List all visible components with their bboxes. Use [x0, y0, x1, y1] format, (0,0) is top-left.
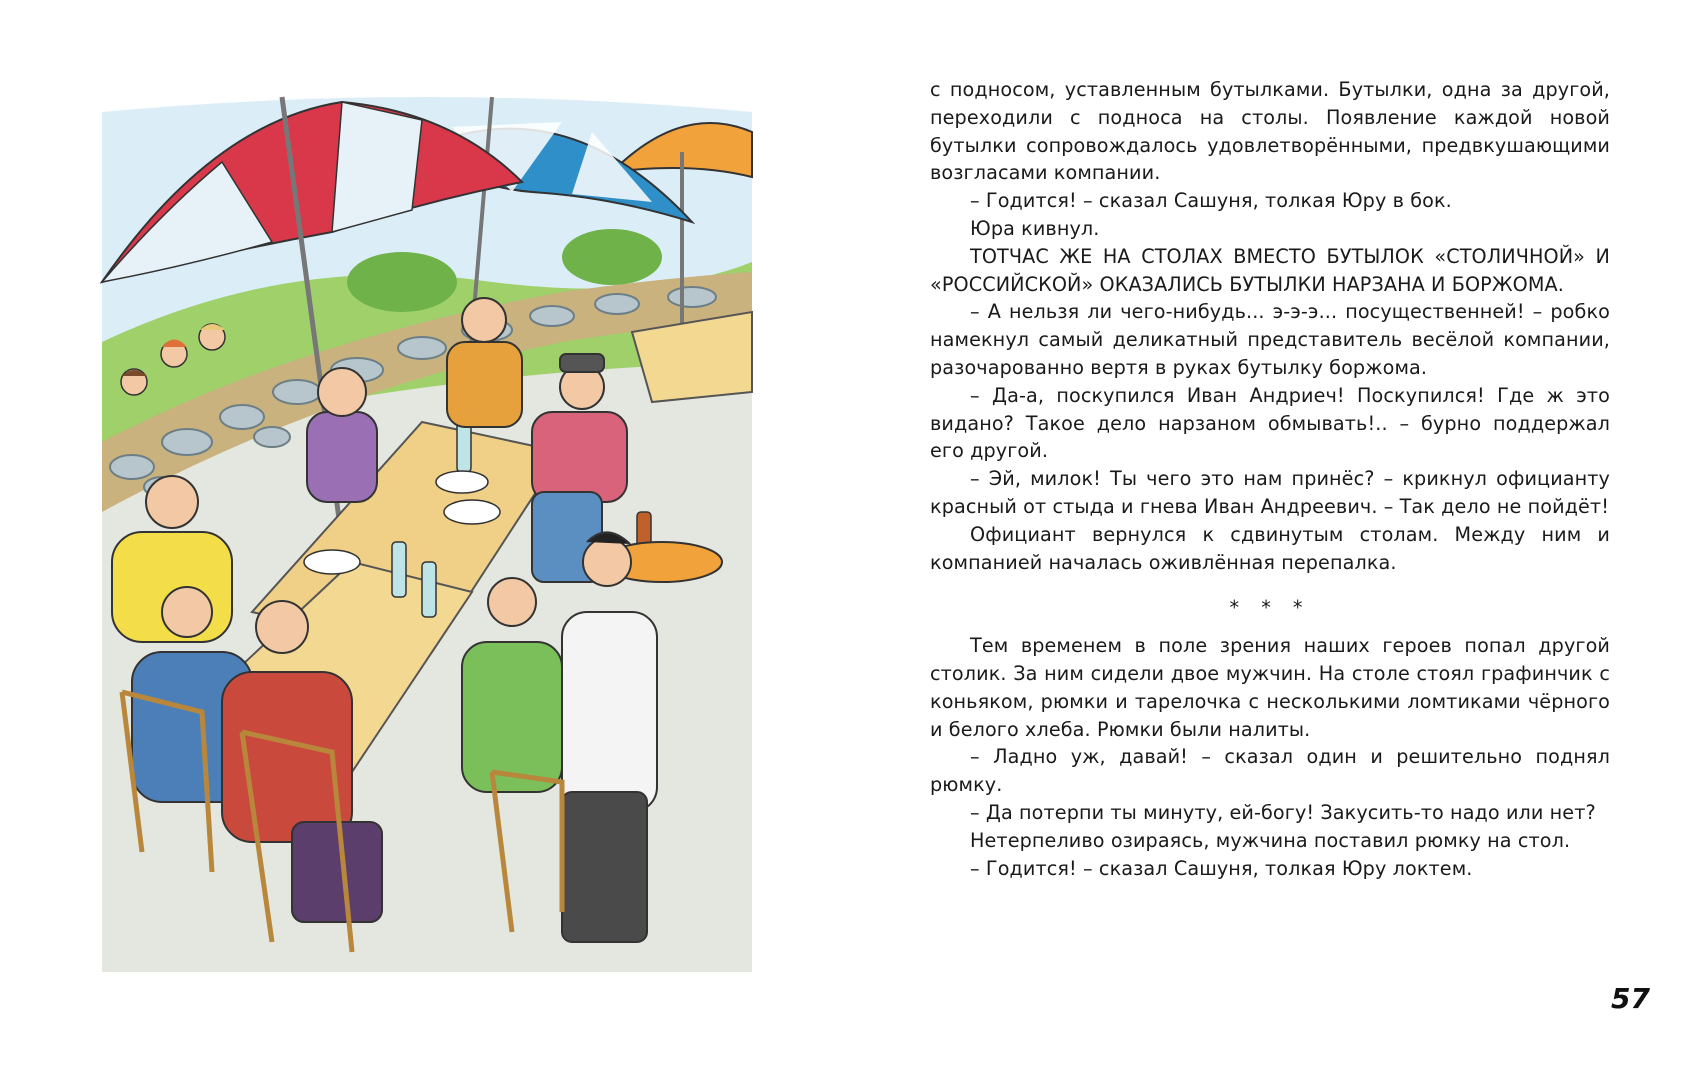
- paragraph-12: Нетерпеливо озираясь, мужчина поставил рюмку на стол.: [970, 828, 1571, 852]
- section-separator: * * *: [1229, 596, 1311, 620]
- illustration-scene: [92, 92, 762, 972]
- paragraph-8: Официант вернулся к сдвинутым столам. Между ним и компанией началась оживлённая перепалка.: [930, 522, 1610, 574]
- paragraph-4: ТОТЧАС ЖЕ НА СТОЛАХ ВМЕСТО БУТЫЛОК «СТОЛИЧНОЙ» И «РОССИЙСКОЙ» ОКАЗАЛИСЬ БУТЫЛКИ НАРЗАНА И БОРЖОМА.: [930, 244, 1610, 296]
- paragraph-7: – Эй, милок! Ты чего это нам принёс? – крикнул официанту красный от стыда и гнева Иван Андреевич. – Так дело не пойдёт!: [930, 467, 1610, 518]
- paragraph-1: с подносом, уставленным бутылками. Бутылки, одна за другой, переходили с подноса на столы. Появление каждой новой бутылки сопровождалось удовлетворёнными, предвкушающими возгласами компании.: [930, 78, 1610, 185]
- page-number: 57: [1611, 982, 1650, 1015]
- paragraph-10: – Ладно уж, давай! – сказал один и решительно поднял рюмку.: [930, 745, 1610, 797]
- paragraph-2: – Годится! – сказал Сашуня, толкая Юру в бок.: [970, 189, 1452, 213]
- paragraph-9: Тем временем в поле зрения наших героев попал другой столик. За ним сидели двое мужчин. На столе стоял графинчик с коньяком, рюмки и тарелочка с несколькими ломтиками чёрного и белого хлеба. Рюмки были налиты.: [930, 634, 1610, 741]
- paragraph-13: – Годится! – сказал Сашуня, толкая Юру локтем.: [970, 856, 1473, 880]
- paragraph-3: Юра кивнул.: [970, 216, 1100, 240]
- cafe-illustration: [92, 92, 762, 972]
- bush: [562, 229, 662, 285]
- bush: [347, 252, 457, 312]
- paragraph-5: – А нельзя ли чего-нибудь... э-э-э... посущественней! – робко намекнул самый деликатный представитель весёлой компании, разочарованно вертя в руках бутылку боржома.: [930, 300, 1610, 379]
- paragraph-6: – Да-а, поскупился Иван Андриеч! Поскупился! Где ж это видано? Такое дело нарзаном обмывать!.. – бурно поддержал его другой.: [930, 383, 1610, 463]
- paragraph-11: – Да потерпи ты минуту, ей-богу! Закусить-то надо или нет?: [970, 800, 1596, 824]
- text-column: [930, 76, 1610, 882]
